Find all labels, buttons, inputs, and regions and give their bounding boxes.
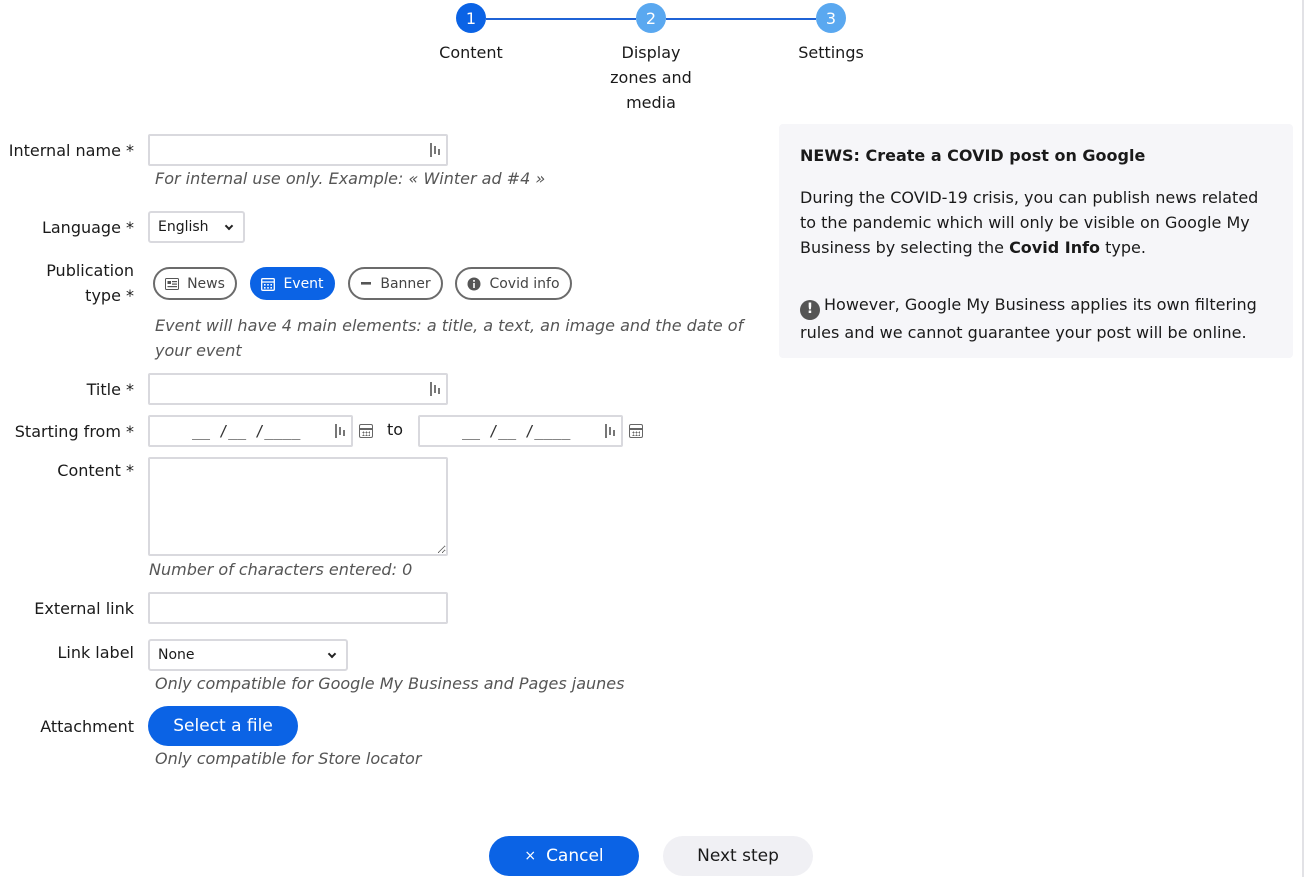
- warning-icon: !: [800, 300, 820, 320]
- content-character-counter: Number of characters entered: 0: [149, 560, 413, 579]
- content-label: Content *: [57, 461, 134, 480]
- info-panel-title: NEWS: Create a COVID post on Google: [800, 146, 1146, 165]
- step-2-circle[interactable]: [636, 3, 666, 33]
- end-date-calendar-icon[interactable]: [629, 424, 643, 438]
- field-handle-icon: [335, 424, 347, 438]
- title-input[interactable]: [148, 373, 448, 405]
- select-file-button[interactable]: Select a file: [148, 706, 298, 746]
- chevron-down-icon: [225, 222, 233, 230]
- type-news-label: News: [187, 275, 225, 292]
- field-handle-icon: [430, 143, 442, 157]
- stepper-line-1: [486, 18, 636, 20]
- language-label: Language *: [41, 218, 134, 237]
- type-banner-button[interactable]: [348, 267, 443, 300]
- type-event-button[interactable]: [250, 267, 335, 300]
- link-label-select[interactable]: [148, 639, 348, 671]
- info-p1-after: type.: [1100, 238, 1146, 257]
- type-news-button[interactable]: [153, 267, 237, 300]
- field-handle-icon: [605, 424, 617, 438]
- type-covid-info-button[interactable]: [455, 267, 572, 300]
- end-date-mask: __ /__ /____: [462, 422, 571, 440]
- language-selected-value: English: [158, 219, 209, 235]
- attachment-label: Attachment: [40, 717, 134, 736]
- language-select[interactable]: [148, 211, 245, 243]
- info-p1-bold: Covid Info: [1009, 238, 1101, 257]
- internal-name-input[interactable]: [148, 134, 448, 166]
- stepper-line-2: [666, 18, 816, 20]
- info-panel-paragraph-1: [800, 185, 1270, 260]
- close-icon: ×: [524, 848, 537, 864]
- minus-icon: [360, 278, 372, 290]
- info-p2-text: However, Google My Business applies its own filtering rules and we cannot guarantee your post will be online.: [800, 295, 1257, 342]
- covid-info-panel: [779, 124, 1293, 358]
- attachment-hint: Only compatible for Store locator: [155, 749, 422, 768]
- link-label-selected-value: None: [158, 647, 195, 663]
- start-date-calendar-icon[interactable]: [359, 424, 373, 438]
- date-range-to-label: to: [387, 420, 404, 439]
- info-panel-paragraph-2: [800, 292, 1270, 345]
- step-3-circle[interactable]: [816, 3, 846, 33]
- step-3-number: 3: [825, 8, 837, 28]
- title-label: Title *: [86, 380, 134, 399]
- type-banner-label: Banner: [380, 275, 431, 292]
- end-date-input[interactable]: [418, 415, 623, 447]
- next-step-button[interactable]: Next step: [663, 836, 813, 876]
- step-1-label: Content: [439, 43, 503, 62]
- calendar-icon: [261, 277, 275, 291]
- field-handle-icon: [430, 382, 442, 396]
- info-icon: [467, 277, 481, 291]
- newspaper-icon: [165, 278, 179, 290]
- external-link-label: External link: [34, 599, 134, 618]
- cancel-button-label: Cancel: [546, 846, 604, 866]
- step-3-label: Settings: [798, 43, 864, 62]
- step-2-number: 2: [645, 8, 657, 28]
- type-event-label: Event: [283, 275, 324, 292]
- chevron-down-icon: [328, 650, 336, 658]
- info-p1-text: During the COVID-19 crisis, you can publish news related to the pandemic which will only be visible on Google My Business by selecting the: [800, 188, 1259, 257]
- internal-name-label: Internal name *: [8, 141, 134, 160]
- link-label-hint: Only compatible for Google My Business and Pages jaunes: [155, 674, 625, 693]
- cancel-button[interactable]: [489, 836, 639, 876]
- link-label-label: Link label: [57, 643, 134, 662]
- external-link-input[interactable]: [148, 592, 448, 624]
- start-date-input[interactable]: [148, 415, 353, 447]
- start-date-mask: __ /__ /____: [192, 422, 301, 440]
- publication-type-label: [24, 258, 134, 308]
- step-1-number: 1: [465, 8, 477, 28]
- publication-type-label-text: Publication type *: [46, 261, 134, 305]
- content-textarea[interactable]: [148, 457, 448, 556]
- internal-name-hint: For internal use only. Example: « Winter ad #4 »: [155, 169, 546, 188]
- starting-from-label: Starting from *: [14, 422, 134, 441]
- type-covid-info-label: Covid info: [489, 275, 560, 292]
- step-2-label: Display zones and media: [610, 43, 692, 112]
- step-1-circle[interactable]: [456, 3, 486, 33]
- publication-type-hint: Event will have 4 main elements: a title, a text, an image and the date of your event: [155, 316, 744, 360]
